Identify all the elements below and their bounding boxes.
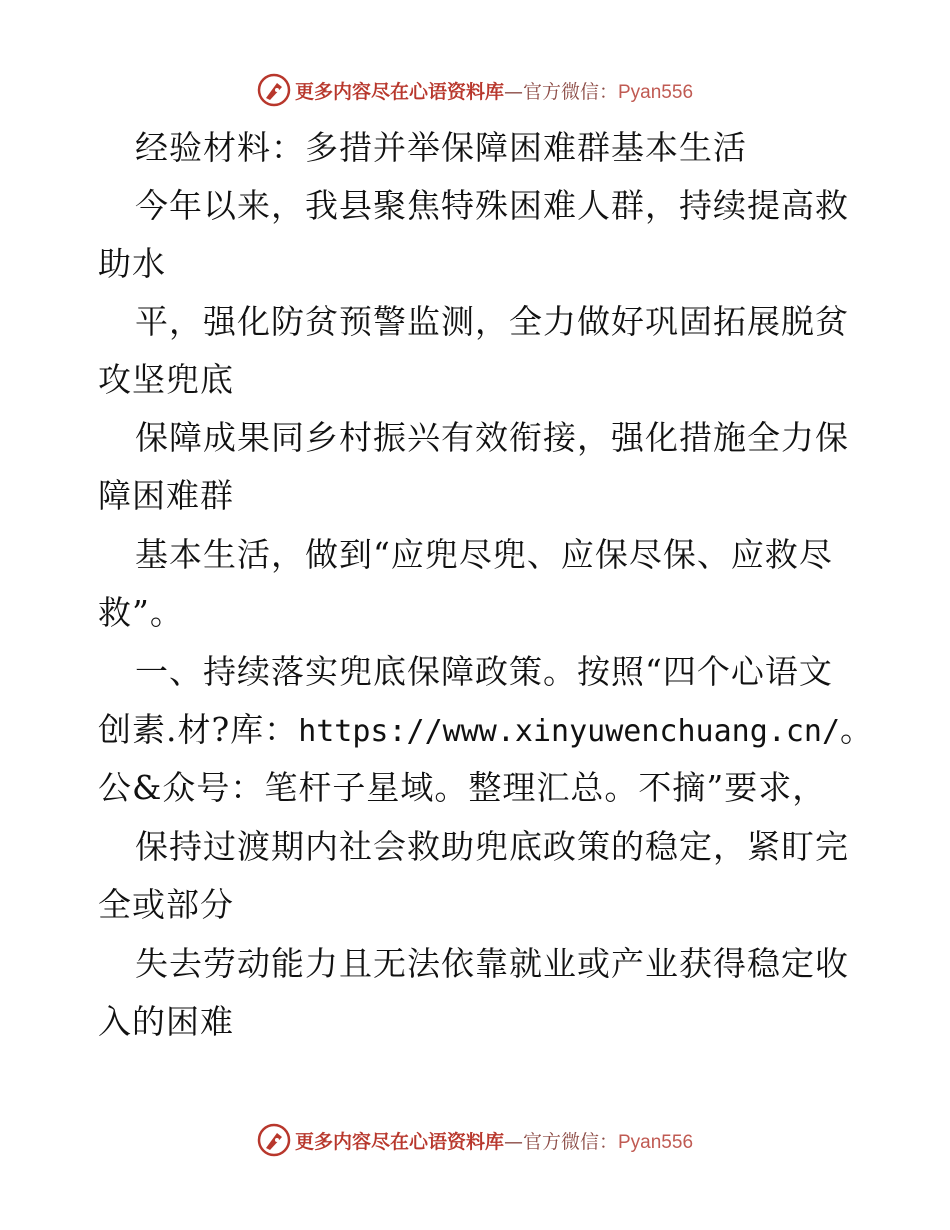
paragraph-line: 公&众号：笔杆子星域。整理汇总。不摘”要求， xyxy=(98,768,827,807)
paragraph-line xyxy=(98,710,874,752)
paragraph-line: 保持过渡期内社会救助兜底政策的稳定，紧盯完 xyxy=(135,827,849,866)
pen-nib-logo-icon xyxy=(257,73,291,107)
banner-wechat-label: 官方微信： xyxy=(522,1130,618,1153)
banner-red-text: 更多内容尽在心语资料库 xyxy=(294,80,504,103)
paragraph-line: 障困难群 xyxy=(98,476,234,515)
banner-wechat-id: Pyan556 xyxy=(618,81,694,103)
paragraph-line: 失去劳动能力且无法依靠就业或产业获得稳定收 xyxy=(135,944,849,983)
source-label: 创素.材?库： xyxy=(98,710,299,749)
section-heading-line: 一、持续落实兜底保障政策。按照“四个心语文 xyxy=(135,652,833,691)
paragraph-line: 基本生活，做到“应兜尽兜、应保尽保、应救尽 xyxy=(135,535,833,574)
paragraph-line: 攻坚兜底 xyxy=(98,360,234,399)
banner-text xyxy=(295,1127,693,1154)
paragraph-line: 今年以来，我县聚焦特殊困难人群，持续提高救 xyxy=(135,186,849,225)
footer-watermark-banner xyxy=(0,1120,950,1160)
banner-wechat-id: Pyan556 xyxy=(618,1131,694,1153)
banner-text xyxy=(295,77,693,104)
paragraph-line: 平，强化防贫预警监测，全力做好巩固拓展脱贫 xyxy=(135,302,849,341)
paragraph-line: 救”。 xyxy=(98,593,184,632)
source-period: 。 xyxy=(840,710,875,749)
source-url: https://www.xinyuwenchuang.cn/ xyxy=(298,714,841,749)
banner-dash: — xyxy=(503,80,523,103)
pen-nib-logo-icon xyxy=(257,1123,291,1157)
paragraph-line: 入的困难 xyxy=(98,1002,234,1041)
paragraph-line: 保障成果同乡村振兴有效衔接，强化措施全力保 xyxy=(135,418,849,457)
paragraph-line: 助水 xyxy=(98,244,166,283)
banner-wechat-label: 官方微信： xyxy=(522,80,618,103)
header-watermark-banner xyxy=(0,70,950,110)
paragraph-line: 全或部分 xyxy=(98,885,234,924)
banner-red-text: 更多内容尽在心语资料库 xyxy=(294,1130,504,1153)
document-title: 经验材料：多措并举保障困难群基本生活 xyxy=(135,128,747,167)
banner-dash: — xyxy=(503,1130,523,1153)
